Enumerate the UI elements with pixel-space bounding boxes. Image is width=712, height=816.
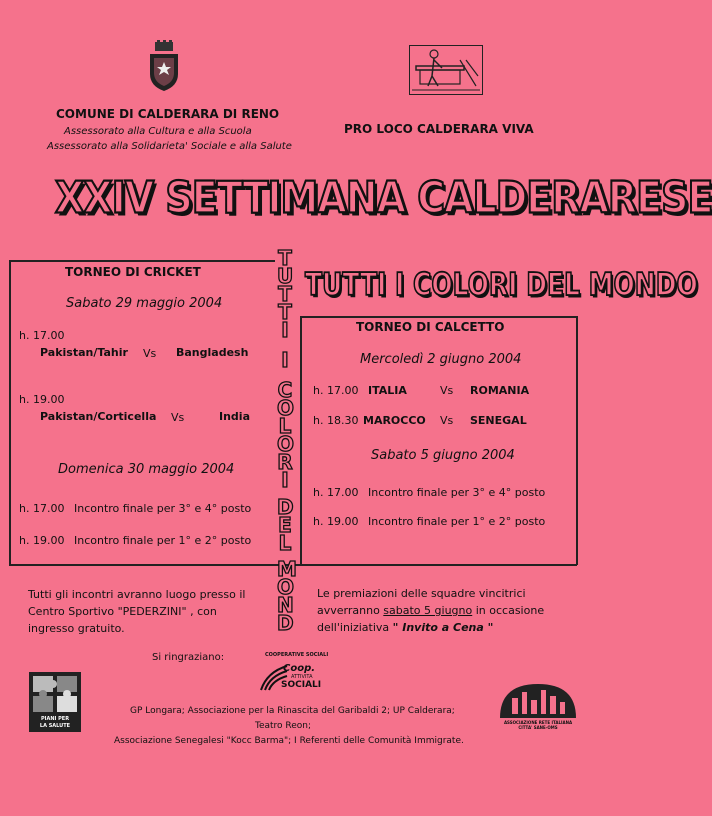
calcetto-match2-team-b: SENEGAL	[470, 414, 527, 427]
coop-attivita-label: ATTIVITA	[291, 674, 313, 680]
venue-line3: ingresso gratuito.	[28, 622, 125, 635]
vertical-letter: E	[278, 513, 292, 537]
cricket-day2: Domenica 30 maggio 2004	[58, 462, 235, 477]
vertical-letter: L	[278, 414, 292, 438]
assessorato-cultura: Assessorato alla Cultura e alla Scuola	[64, 126, 252, 137]
cricket-match2-time: h. 19.00	[19, 393, 65, 406]
vertical-letter: N	[277, 593, 294, 617]
tutti-colori-title: TUTTI I COLORI DEL MONDO	[305, 266, 698, 303]
calcetto-top-border	[300, 316, 577, 318]
coop-sociali-label: SOCIALI	[281, 680, 322, 690]
city-skyline-icon	[498, 680, 578, 720]
venue-line1: Tutti gli incontri avranno luogo presso il	[28, 588, 246, 601]
piani-salute-logo	[29, 672, 81, 732]
prize-event: " Invito a Cena "	[392, 621, 494, 634]
coat-of-arms-icon	[146, 40, 182, 92]
cricket-final2-time: h. 19.00	[19, 534, 65, 547]
calcetto-match1-team-a: ITALIA	[368, 384, 407, 397]
vertical-letter: T	[278, 300, 292, 324]
calcetto-match2-time: h. 18.30	[313, 414, 359, 427]
thanks-line1: GP Longara; Associazione per la Rinascita del Garibaldi 2; UP Calderara;	[130, 706, 455, 716]
piani-line2: LA SALUTE	[39, 723, 71, 729]
vertical-letter: T	[278, 246, 292, 270]
coop-small-label: COOPERATIVE SOCIALI	[265, 652, 329, 658]
thanks-line3: Associazione Senegalesi "Kocc Barma"; I Referenti delle Comunità Immigrate.	[114, 736, 464, 746]
vertical-letter: I	[281, 468, 289, 492]
calcetto-match1-time: h. 17.00	[313, 384, 359, 397]
calcetto-final1-time: h. 17.00	[313, 486, 359, 499]
box-top-border	[9, 260, 275, 262]
vertical-letter: I	[281, 318, 289, 342]
cricket-day1: Sabato 29 maggio 2004	[66, 296, 223, 311]
vertical-letter: D	[277, 611, 294, 635]
calcetto-day1: Mercoledì 2 giugno 2004	[360, 352, 522, 367]
prize-line3	[317, 621, 493, 634]
vertical-letter: O	[277, 575, 295, 599]
calcetto-title: TORNEO DI CALCETTO	[356, 320, 505, 334]
box-right-border	[576, 316, 578, 565]
cricket-match1-time: h. 17.00	[19, 329, 65, 342]
main-title: XXIV SETTIMANA CALDERARESE	[55, 172, 712, 223]
citta-sane-logo	[498, 680, 578, 728]
prize-line1: Le premiazioni delle squadre vincitrici	[317, 587, 526, 600]
coop-logo	[259, 652, 331, 694]
prize-line2-post: in occasione	[475, 604, 545, 617]
cricket-match2-team-a: Pakistan/Corticella	[40, 410, 157, 423]
calcetto-match2-vs: Vs	[440, 414, 454, 427]
vertical-letter: I	[281, 348, 289, 372]
cricket-match2-vs: Vs	[171, 411, 185, 424]
pro-loco-logo-icon	[409, 45, 483, 95]
piani-line1: PIANI PER	[40, 716, 70, 722]
thanks-line2: Teatro Reon;	[255, 721, 312, 731]
vertical-letter: R	[277, 450, 293, 474]
vertical-letter: L	[278, 531, 292, 555]
box-left-border	[9, 260, 11, 565]
cricket-title: TORNEO DI CRICKET	[65, 265, 201, 279]
vertical-letter: O	[277, 432, 295, 456]
thanks-label: Si ringraziano:	[152, 652, 225, 663]
calcetto-match1-team-b: ROMANIA	[470, 384, 530, 397]
coop-main-label: Coop.	[283, 663, 316, 674]
calcetto-final2-text: Incontro finale per 1° e 2° posto	[368, 515, 546, 528]
vertical-letter: M	[277, 557, 297, 581]
prize-date: sabato 5 giugno	[383, 604, 473, 617]
cricket-final1-text: Incontro finale per 3° e 4° posto	[74, 502, 252, 515]
calcetto-day2: Sabato 5 giugno 2004	[371, 448, 515, 463]
venue-line2: Centro Sportivo "PEDERZINI" , con	[28, 605, 217, 618]
prize-line2	[317, 604, 544, 617]
cricket-match1-team-b: Bangladesh	[176, 346, 249, 359]
calcetto-match1-vs: Vs	[440, 384, 454, 397]
calcetto-left-border	[300, 316, 302, 565]
cricket-final1-time: h. 17.00	[19, 502, 65, 515]
assessorato-solidarieta: Assessorato alla Solidarieta' Sociale e alla Salute	[47, 141, 292, 152]
puzzle-icon	[29, 672, 81, 716]
vertical-letter: O	[277, 396, 295, 420]
calcetto-final2-time: h. 19.00	[313, 515, 359, 528]
cricket-final2-text: Incontro finale per 1° e 2° posto	[74, 534, 252, 547]
prize-line3-pre: dell'iniziativa	[317, 621, 390, 634]
citta-sane-label: ASSOCIAZIONE RETE ITALIANA CITTA' SANE-OMS	[503, 720, 573, 730]
comune-title: COMUNE DI CALDERARA DI RENO	[56, 107, 280, 121]
cricket-match1-vs: Vs	[143, 347, 157, 360]
vertical-letter: D	[277, 495, 294, 519]
calcetto-match2-team-a: MAROCCO	[363, 414, 426, 427]
pro-loco-name: PRO LOCO CALDERARA VIVA	[344, 122, 534, 136]
calcetto-final1-text: Incontro finale per 3° e 4° posto	[368, 486, 546, 499]
vertical-letter: T	[278, 282, 292, 306]
prize-line2-pre: avverranno	[317, 604, 380, 617]
cricket-match1-team-a: Pakistan/Tahir	[40, 346, 128, 359]
vertical-letter: C	[277, 378, 293, 402]
cricket-match2-team-b: India	[219, 410, 250, 423]
vertical-letter: U	[277, 264, 294, 288]
